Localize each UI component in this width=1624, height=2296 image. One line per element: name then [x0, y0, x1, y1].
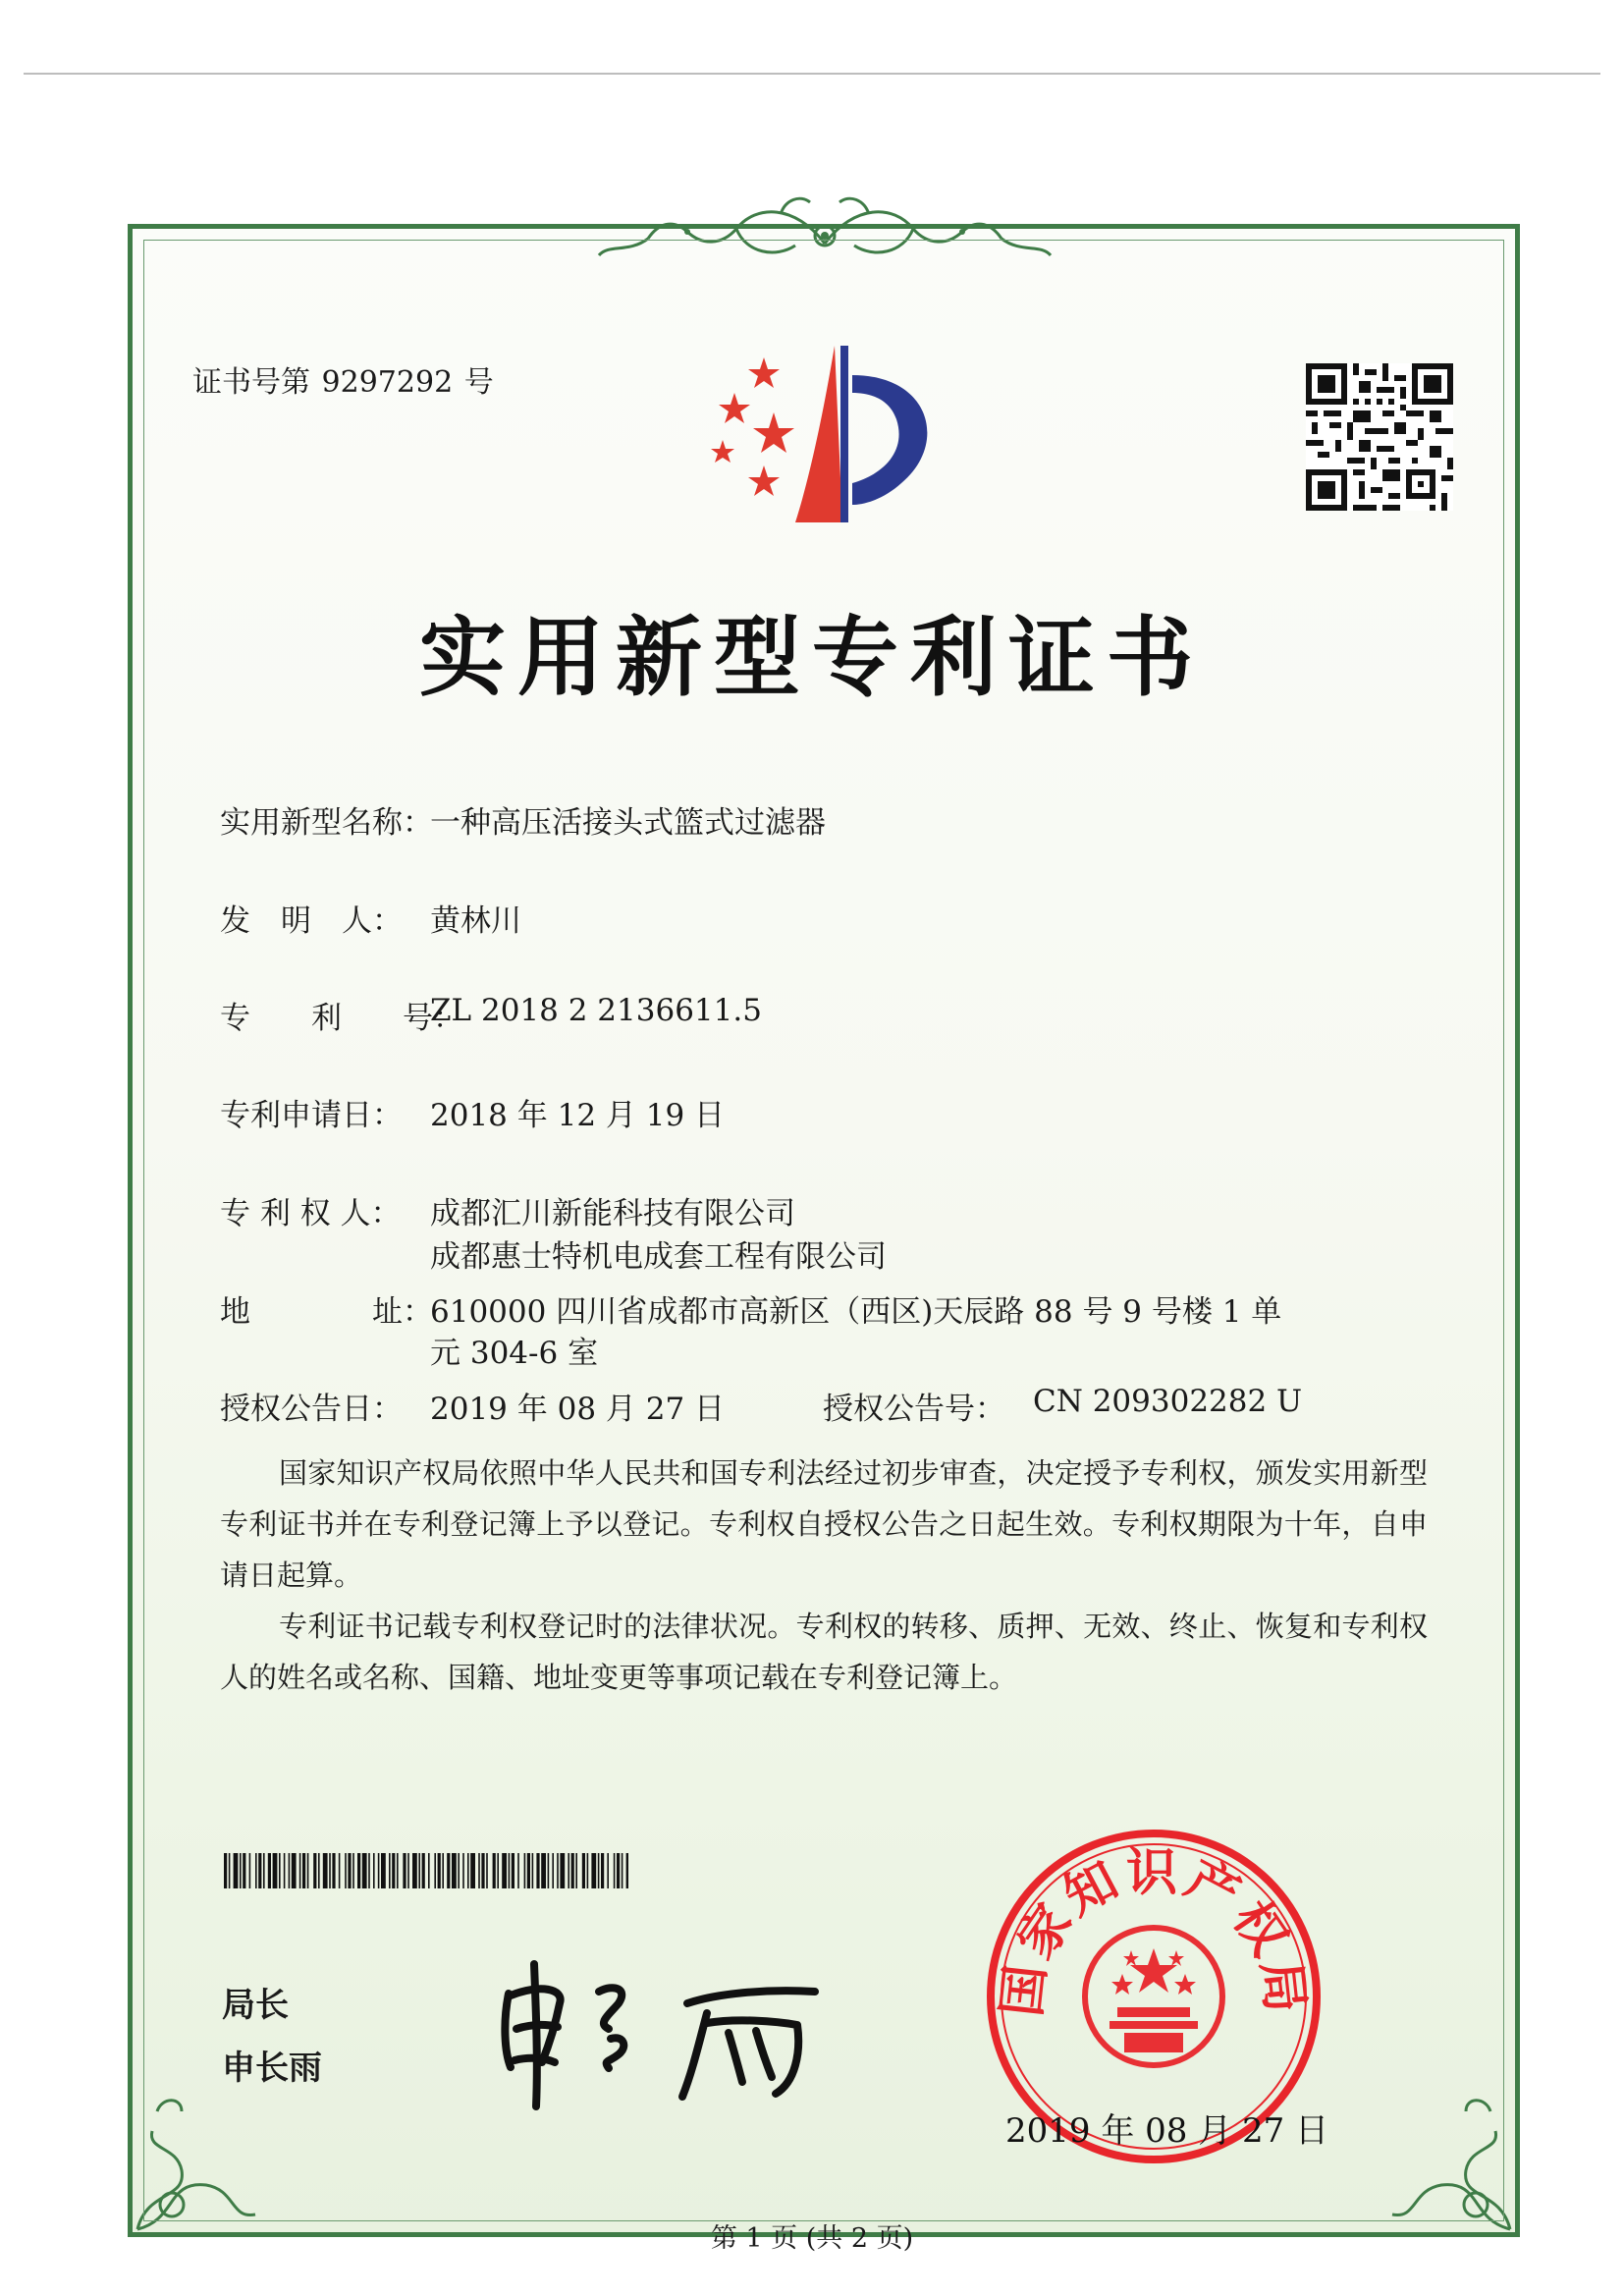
grant-date-label: 授权公告日：	[220, 1392, 403, 1427]
utility-model-name-value: 一种高压活接头式篮式过滤器	[430, 805, 826, 841]
page-number: 第 1 页 (共 2 页)	[710, 2223, 914, 2254]
utility-model-name-label: 实用新型名称：	[220, 805, 433, 841]
certificate-number	[192, 357, 494, 401]
scan-top-rule	[24, 73, 1600, 75]
svg-text:国家知识产权局: 国家知识产权局	[991, 1842, 1317, 2020]
patentee-label: 专 利 权 人：	[220, 1196, 402, 1231]
patentee-value-2: 成都惠士特机电成套工程有限公司	[430, 1239, 887, 1275]
grant-number-value: CN 209302282 U	[1033, 1384, 1303, 1419]
address-value-2: 元 304-6 室	[430, 1336, 599, 1371]
patent-number-label: 专 利 号：	[220, 1001, 463, 1036]
inventor-label: 发 明 人：	[220, 903, 403, 939]
certificate-number-value: 9297292	[321, 365, 454, 400]
barcode-icon	[224, 1853, 628, 1888]
certificate-number-suffix: 号	[463, 365, 494, 400]
address-label: 地 址：	[220, 1294, 433, 1330]
inventor-value: 黄林川	[430, 903, 521, 939]
filing-date-label: 专利申请日：	[220, 1098, 403, 1133]
qr-code-icon	[1306, 363, 1453, 511]
director-name: 申长雨	[222, 2049, 322, 2088]
patentee-value-1: 成都汇川新能科技有限公司	[430, 1196, 795, 1231]
address-value-1: 610000 四川省成都市高新区（西区)天辰路 88 号 9 号楼 1 单	[430, 1294, 1282, 1330]
patent-number-value: ZL 2018 2 2136611.5	[430, 993, 762, 1028]
director-title: 局长	[222, 1986, 289, 2025]
grant-number-label: 授权公告号：	[823, 1392, 1005, 1427]
certificate-paragraph-2: 专利证书记载专利权登记时的法律状况。专利权的转移、质押、无效、终止、恢复和专利权人的姓名或名称、国籍、地址变更等事项记载在专利登记簿上。	[220, 1610, 1428, 1694]
seal-date: 2019 年 08 月 27 日	[1005, 2111, 1329, 2151]
certificate-number-label: 证书号第	[192, 365, 310, 400]
director-signature-icon	[481, 1944, 835, 2111]
filing-date-value: 2018 年 12 月 19 日	[430, 1098, 726, 1133]
grant-date-value: 2019 年 08 月 27 日	[430, 1392, 726, 1427]
cnipa-emblem-icon	[705, 336, 960, 532]
certificate-title: 实用新型专利证书	[418, 606, 1205, 708]
certificate-paragraph-1: 国家知识产权局依照中华人民共和国专利法经过初步审查，决定授予专利权，颁发实用新型专利证书并在专利登记簿上予以登记。专利权自授权公告之日起生效。专利权期限为十年，自申请日起算。	[220, 1456, 1428, 1592]
